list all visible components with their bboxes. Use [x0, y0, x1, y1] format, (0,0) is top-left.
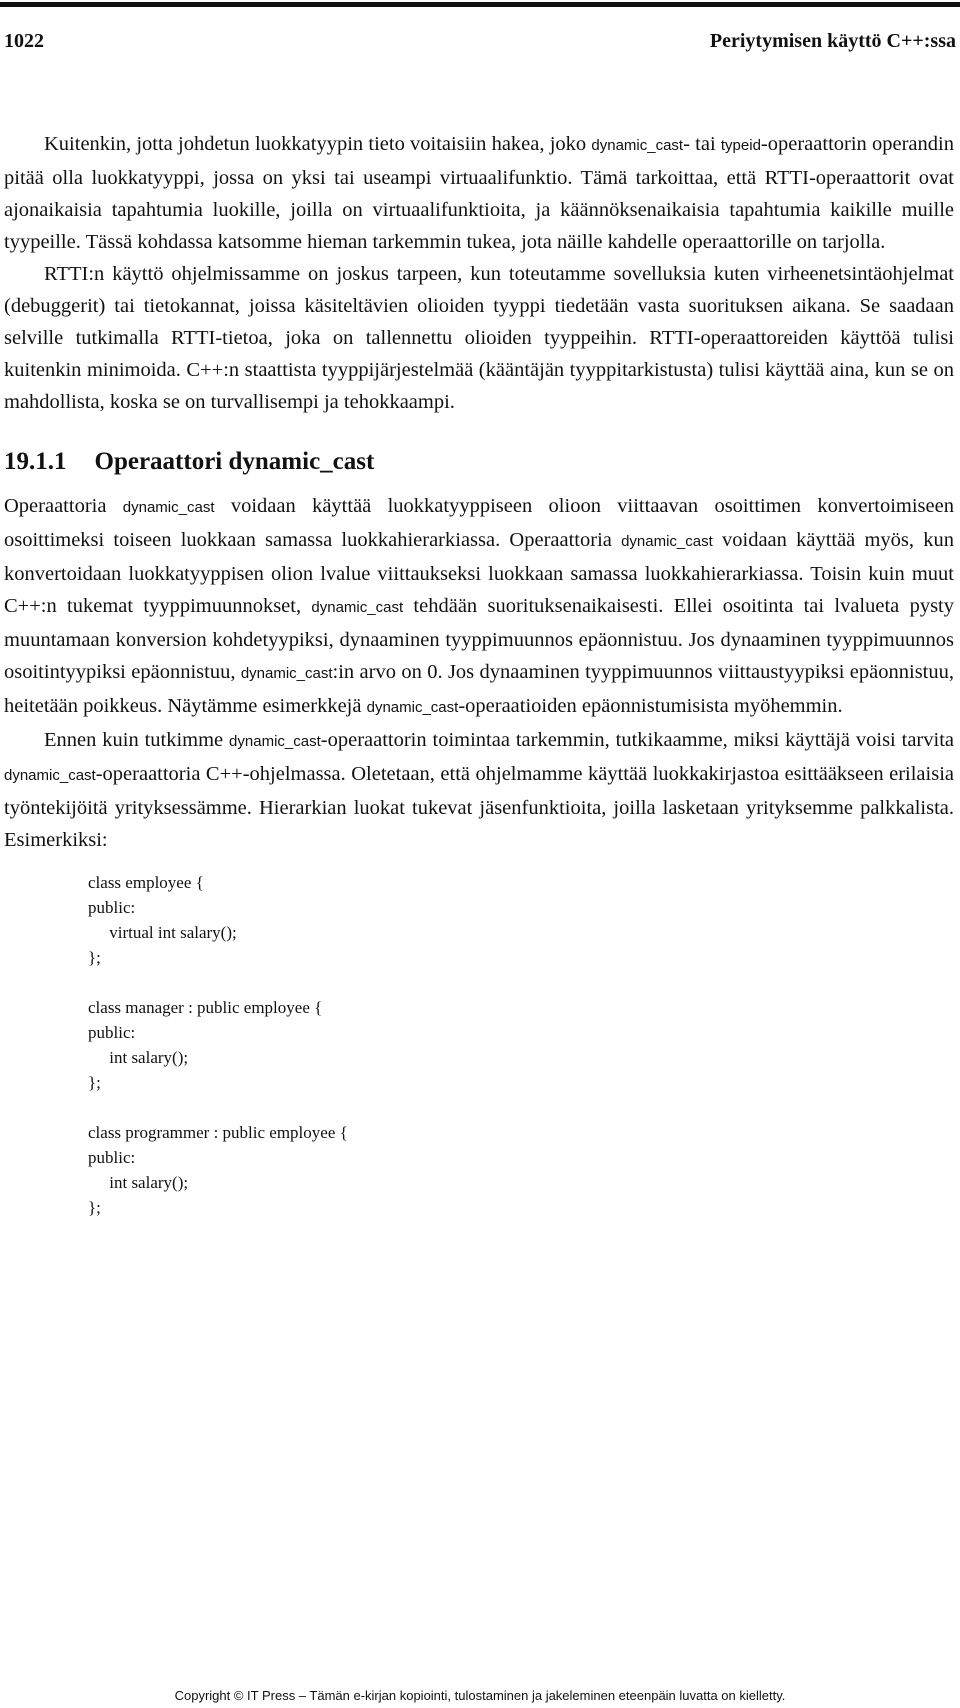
code-term: dynamic_cast: [311, 599, 404, 616]
text-run: :in arvo on 0. Jos dynaaminen tyyppimuunnos viittaustyypiksi epäonnistuu, heitetään poikkeus. Näytämme esimerkkejä: [4, 661, 954, 717]
section-paragraph-2: [4, 724, 954, 856]
section-title: Operaattori dynamic_cast: [94, 448, 375, 475]
header-rule: [0, 2, 960, 7]
page-number: 1022: [4, 29, 44, 52]
text-run: tehdään suorituksenaikaisesti. Ellei osoitinta tai lvalueta pysty muuntamaan konversion kohdetyypiksi, dynaaminen tyyppimuunnos epäonnistuu. Jos dynaaminen tyyppimuunnos osoitintyypiksi epäonnistuu,: [4, 595, 954, 683]
code-term: dynamic_cast: [366, 699, 459, 716]
copyright-footer: Copyright © IT Press – Tämän e-kirjan kopiointi, tulostaminen ja jakeleminen eteenpäin luvatta on kielletty.: [174, 1688, 786, 1703]
code-term: dynamic_cast: [240, 665, 333, 682]
section-paragraph-1: [4, 490, 954, 724]
text-run: Operaattoria: [4, 495, 123, 517]
intro-paragraph-1: [4, 128, 954, 258]
text-run: voidaan käyttää luokkatyyppiseen olioon viittaavan osoittimen konvertoimiseen osoittimeksi toiseen luokkaan samassa luokkahierarkiassa. Operaattoria: [4, 495, 954, 551]
text-run: -operaatioiden epäonnistumisista myöhemmin.: [458, 695, 843, 717]
text-run: -operaattorin operandin pitää olla luokkatyyppi, jossa on yksi tai useampi virtuaalifunktio. Tämä tarkoittaa, että RTTI-operaattorit ovat ajonaikaisia tapahtumia luokille, joilla on virtuaalifunktioita, ja käännöksenaikaisia tapahtumia kaikille muille tyypeille. Tässä kohdassa katsomme hieman tarkemmin tukea, jota näille kahdelle operaattorille on tarjolla.: [4, 133, 954, 253]
code-term: dynamic_cast: [591, 137, 684, 154]
section-heading: [4, 446, 954, 478]
text-run: - tai: [683, 133, 721, 155]
text-run: Ennen kuin tutkimme: [44, 729, 230, 751]
page-body: [4, 128, 954, 1220]
chapter-title: Periytymisen käyttö C++:ssa: [709, 29, 956, 52]
code-term: typeid: [720, 137, 761, 154]
code-term: dynamic_cast: [229, 733, 321, 750]
text-run: voidaan käyttää myös, kun konvertoidaan luokkatyyppisen olion lvalue viittaukseksi luokkaan samassa luokkahierarkiassa. Toisin kuin muut C++:n tukemat tyyppimuunnokset,: [4, 529, 954, 617]
code-term: dynamic_cast: [122, 499, 215, 516]
code-term: dynamic_cast: [621, 533, 713, 550]
text-run: -operaattoria C++-ohjelmassa. Oletetaan, että ohjelmamme käyttää luokkakirjastoa esittääkseen erilaisia työntekijöitä yrityksessämme. Hierarkian luokat tukevat jäsenfunktioita, joilla lasketaan yrityksemme palkkalista. Esimerkiksi:: [4, 763, 954, 851]
section-number: 19.1.1: [4, 448, 67, 475]
text-run: RTTI:n käyttö ohjelmissamme on joskus tarpeen, kun toteutamme sovelluksia kuten virheenetsintäohjelmat (debuggerit) tai tietokannat, joissa käsiteltävien olioiden tyyppi tiedetään vasta suorituksen aikana. Se saadaan selville tutkimalla RTTI-tietoa, joka on tallennettu olioiden tyyppeihin. RTTI-operaattoreiden käyttöä tulisi kuitenkin minimoida. C++:n staattista tyyppijärjestelmää (kääntäjän tyyppitarkistusta) tulisi käyttää aina, kun se on mahdollista, koska se on turvallisempi ja tehokkaampi.: [4, 263, 954, 413]
text-run: -operaattorin toimintaa tarkemmin, tutkikaamme, miksi käyttäjä voisi tarvita: [320, 729, 954, 751]
intro-paragraph-2: [4, 258, 954, 418]
page-header: [4, 26, 956, 56]
code-term: dynamic_cast: [4, 767, 96, 784]
text-run: Kuitenkin, jotta johdetun luokkatyypin tieto voitaisiin hakea, joko: [44, 133, 592, 155]
code-listing: class employee { public: virtual int salary(); }; class manager : public employee { public: int salary(); }; class programmer : public employee { public: int salary(); };: [88, 873, 348, 1217]
